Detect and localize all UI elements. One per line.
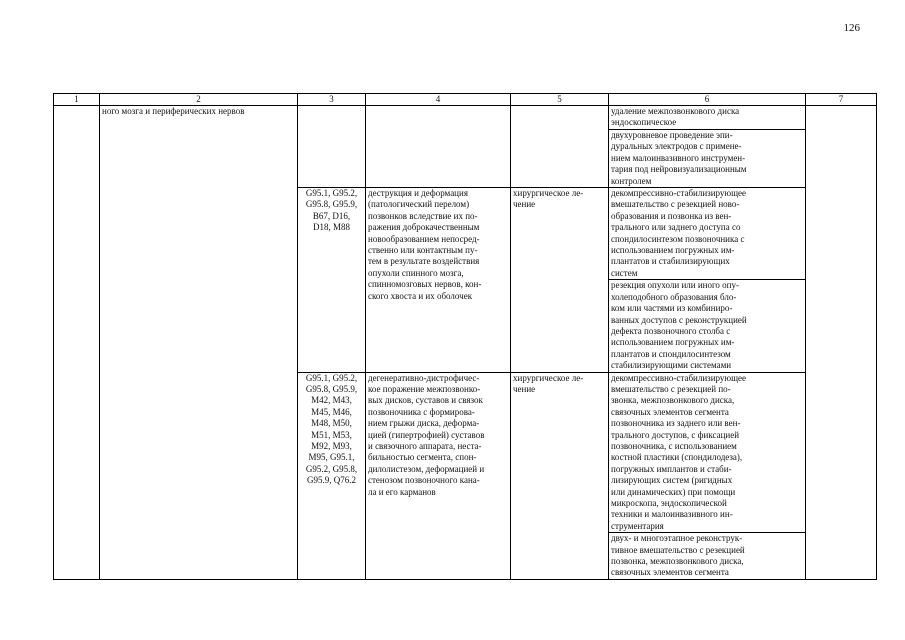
condition-text: деструкция и деформация (патологический перелом) позвонков вследствие их по- ражения доброкачественным новообразованием непосред- ственно или контактным пу- тем в результате воздействия опухоли спинного мозга, спинномозговых нервов, кон- ского хвоста и их оболочек: [368, 188, 482, 301]
procedure-text: резекция опухоли или иного опу- холеподобного образования бло- ком или частями из комбиниро- ванных доступов с реконструкцией дефекта позвоночного столба с использованием погружных им- плантатов и спондилосинтезом стабилизирующими системами: [611, 280, 747, 371]
condition-cell: [366, 372, 511, 579]
header-cell-2: 2: [100, 94, 298, 106]
condition-text: дегенеративно-дистрофичес- кое поражение межпозвонко- вых дисков, суставов и связок позвоночника с формирова- нием грыжи диска, деформа- цией (гипертрофией) суставов и связочного аппарата, неста- бильностью сегмента, спон- дилолистезом, деформацией и стенозом позвоночного кана- ла и его карманов: [368, 372, 485, 497]
icd-codes-cell: [298, 188, 366, 373]
procedure-cell: [609, 130, 806, 188]
page-number: 126: [843, 22, 860, 34]
col7-cell: [806, 106, 877, 580]
icd-codes-text: G95.1, G95.2, G95.8, G95.9, M42, M43, M45, M46, M48, M50, M51, M53, M92, M93, M95, G95.1, G95.2, G95.8, G95.9, Q76.2: [305, 372, 358, 486]
header-cell-3: 3: [298, 94, 366, 106]
procedure-cell: [609, 372, 806, 533]
icd-codes-cell: [298, 372, 366, 579]
header-cell-4: 4: [366, 94, 511, 106]
disease-group-text: ного мозга и периферических нервов: [102, 106, 245, 116]
condition-cell: [366, 106, 511, 188]
procedure-cell: [609, 188, 806, 280]
header-cell-6: 6: [609, 94, 806, 106]
procedure-cell: [609, 106, 806, 130]
treatment-type-cell: [511, 188, 609, 373]
treatment-type-cell: [511, 106, 609, 188]
header-cell-5: 5: [511, 94, 609, 106]
table-header-row: [54, 94, 877, 106]
medical-procedures-table: [53, 93, 877, 580]
header-cell-1: 1: [54, 94, 100, 106]
col1-cell: [54, 106, 100, 580]
procedure-cell: [609, 280, 806, 372]
procedure-text: двухуровневое проведение эпи- дуральных электродов с примене- нием малоинвазивного инструмен- тария под нейровизуализационным контролем: [611, 130, 747, 186]
icd-codes-text: G95.1, G95.2, G95.8, G95.9, B67, D16, D18, M88: [305, 188, 358, 233]
procedure-text: декомпрессивно-стабилизирующее вмешательство с резекцией ново- образования и позвонка из вен- трального или заднего доступа со спондилосинтезом позвоночника с использованием погружных им- плантатов и стабилизирующих систем: [611, 188, 747, 278]
treatment-type-cell: [511, 372, 609, 579]
procedure-text: декомпрессивно-стабилизирующее вмешательство с резекцией по- звонка, межпозвонкового диска, связочных элементов сегмента позвоночника из заднего или вен- трального доступов, с фиксацией позвоночника, с использованием костной пластики (спондилодеза), погружных имплантов и стаби- лизирующих систем (ригидных или динамических) при помощи микроскопа, эндоскопической техники и малоинвазивного ин- струментария: [611, 372, 747, 531]
icd-codes-cell: [298, 106, 366, 188]
procedure-cell: [609, 533, 806, 580]
treatment-type-text: хирургическое ле- чение: [513, 188, 584, 210]
treatment-type-text: хирургическое ле- чение: [513, 372, 584, 394]
disease-group-cell: [100, 106, 298, 580]
table-row: [54, 106, 877, 130]
condition-cell: [366, 188, 511, 373]
header-cell-7: 7: [806, 94, 877, 106]
procedure-text: удаление межпозвонкового диска эндоскопическое: [611, 106, 740, 128]
procedure-text: двух- и многоэтапное реконструк- тивное вмешательство с резекцией позвонка, межпозвонкового диска, связочных элементов сегмента: [611, 533, 745, 578]
